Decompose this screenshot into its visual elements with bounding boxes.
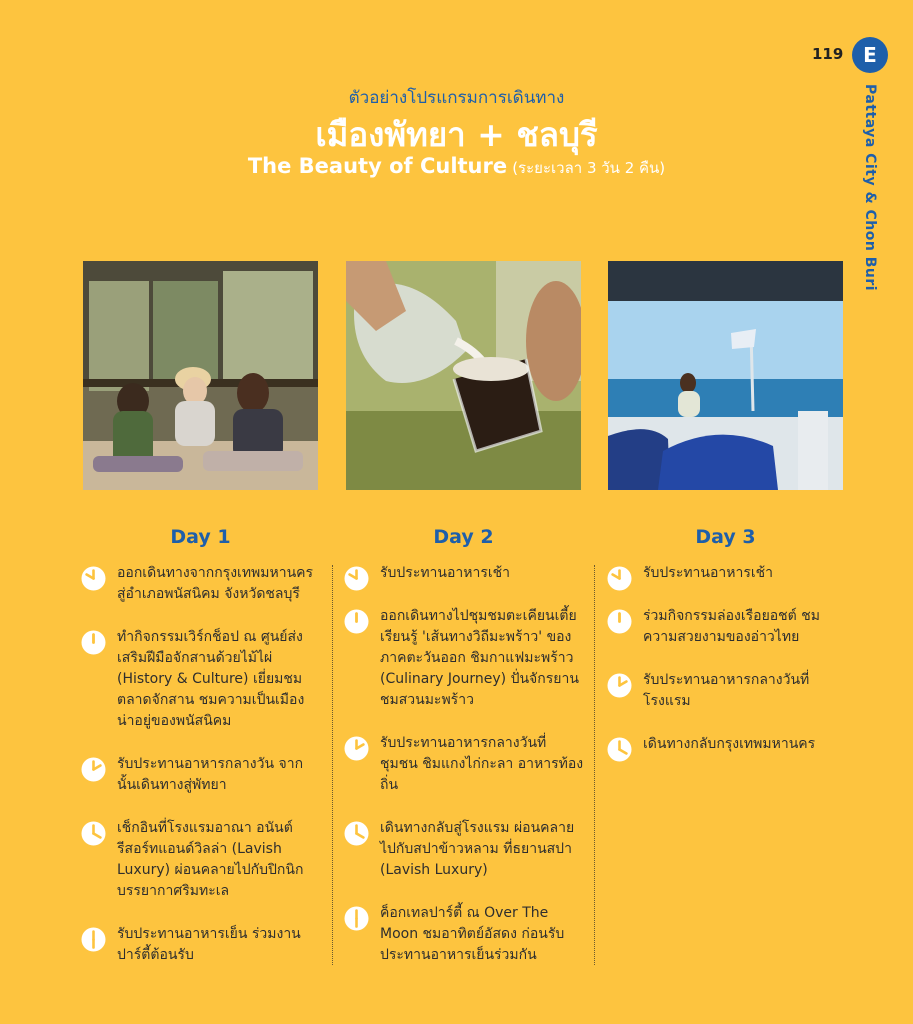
itinerary-text: เดินทางกลับกรุงเทพมหานคร [643,736,816,752]
page-subtitle [0,154,913,180]
itinerary-text: ค็อกเทลปาร์ตี้ ณ Over The Moon ชมอาทิตย์อัสดง ก่อนรับประทานอาหารเย็นร่วมกัน [380,905,565,963]
page-title: เมืองพัทยา + ชลบุรี [315,115,598,154]
itinerary-item [344,606,584,711]
day-3-title: Day 3 [695,526,756,548]
day-1-title: Day 1 [170,526,231,548]
itinerary-item [607,606,847,648]
day-2-itinerary [344,563,584,988]
itinerary-item [81,627,321,732]
day-1-itinerary [81,563,321,988]
itinerary-item [81,563,321,605]
clock-icon [81,927,106,952]
itinerary-item [344,563,584,584]
subtitle-english: The Beauty of Culture [247,154,508,178]
column-divider [332,565,333,965]
clock-icon [81,821,106,846]
yacht-deck-photo [608,261,843,490]
clock-icon [81,630,106,655]
itinerary-text: รับประทานอาหารเช้า [380,565,511,581]
itinerary-item [607,563,847,584]
side-section-title: Pattaya City & Chon Buri [862,84,878,292]
section-badge: E [852,37,888,73]
page-kicker: ตัวอย่างโปรแกรมการเดินทาง [348,88,565,108]
itinerary-text: รับประทานอาหารกลางวัน จากนั้นเดินทางสู่พัทยา [117,756,304,793]
day-2-title: Day 2 [433,526,494,548]
clock-icon [607,609,632,634]
clock-icon [344,736,369,761]
itinerary-item [344,733,584,796]
subtitle-duration: (ระยะเวลา 3 วัน 2 คืน) [512,159,666,177]
day-3-itinerary [607,563,847,777]
itinerary-text: รับประทานอาหารกลางวันที่ชุมชน ชิมแกงไก่กะลา อาหารท้องถิ่น [380,735,584,793]
itinerary-text: เช็กอินที่โรงแรมอาณา อนันต์ รีสอร์ทแอนด์วิลล่า (Lavish Luxury) ผ่อนคลายไปกับปิกนิกบรรยากาศริมทะเล [117,820,304,899]
itinerary-text: ทำกิจกรรมเวิร์กช็อป ณ ศูนย์ส่งเสริมฝีมือจักสานด้วยไม้ไผ่ (History & Culture) เยี่ยมชมตลาดจักสาน ชมความเป็นเมืองน่าอยู่ของพนัสนิคม [117,629,305,729]
clock-icon [344,566,369,591]
itinerary-text: ออกเดินทางไปชุมชมตะเคียนเตี้ย เรียนรู้ 'เส้นทางวิถีมะพร้าว' ของภาคตะวันออก ชิมกาแฟมะพร้าว (Culinary Journey) ปั่นจักรยานชมสวนมะพร้าว [380,608,579,708]
itinerary-item [607,670,847,712]
coconut-coffee-photo [346,261,581,490]
clock-icon [607,566,632,591]
clock-icon [607,737,632,762]
itinerary-item [81,924,321,966]
page-number: 119 [812,45,844,63]
itinerary-item [81,754,321,796]
itinerary-text: รับประทานอาหารกลางวันที่โรงแรม [643,672,810,709]
clock-icon [81,757,106,782]
itinerary-item [344,818,584,881]
itinerary-item [344,903,584,966]
clock-icon [344,906,369,931]
itinerary-text: รับประทานอาหารเช้า [643,565,774,581]
clock-icon [81,566,106,591]
itinerary-text: ร่วมกิจกรรมล่องเรือยอชต์ ชมความสวยงามของอ่าวไทย [643,608,820,645]
itinerary-item [607,734,847,755]
itinerary-text: เดินทางกลับสู่โรงแรม ผ่อนคลายไปกับสปาข้าวหลาม ที่ธยานสปา (Lavish Luxury) [380,820,575,878]
column-divider [594,565,595,965]
itinerary-item [81,818,321,902]
clock-icon [607,673,632,698]
itinerary-text: ออกเดินทางจากกรุงเทพมหานคร สู่อำเภอพนัสนิคม จังหวัดชลบุรี [117,565,314,602]
clock-icon [344,821,369,846]
bamboo-weaving-workshop-photo [83,261,318,490]
itinerary-text: รับประทานอาหารเย็น ร่วมงานปาร์ตี้ต้อนรับ [117,926,301,963]
clock-icon [344,609,369,634]
